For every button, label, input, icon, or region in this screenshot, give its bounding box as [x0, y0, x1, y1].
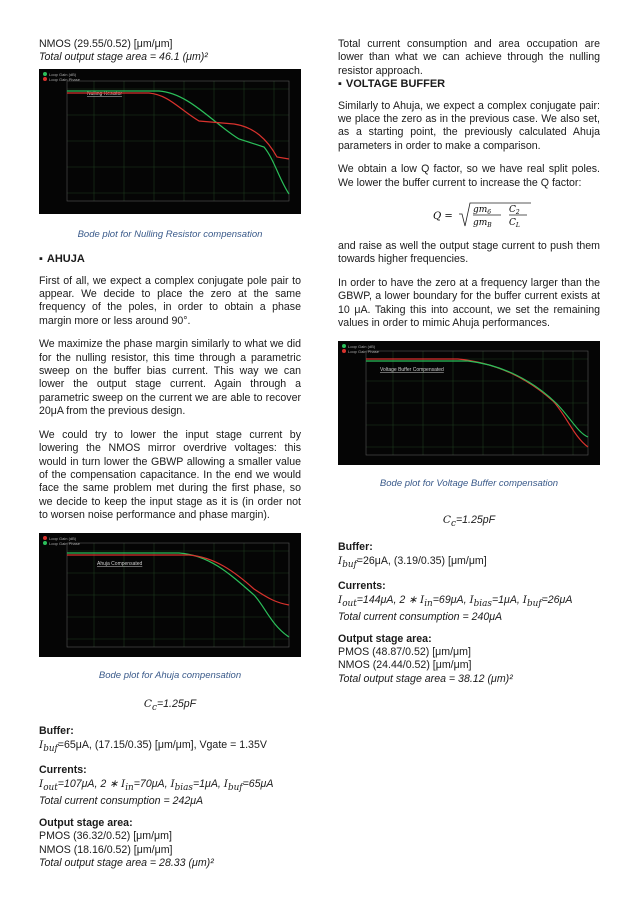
nmos-line: NMOS (24.44/0.52) [μm/μm] [338, 659, 472, 672]
legend-gain-label: Loop Gain (dB) [49, 71, 77, 77]
legend-phase-label: Loop Gain Phase [49, 540, 80, 546]
svg-text:Q =: Q = [433, 211, 453, 223]
legend-phase-dot [43, 541, 47, 545]
output-area-heading: Output stage area: [338, 632, 432, 645]
paragraph: Similarly to Ahuja, we expect a complex conjugate pair: we place the zero as in the previous case. We also set, as a starting point, the previously calculated Ahuja parameters in order to make a comparison. [338, 99, 600, 152]
plot-annotation: Voltage Buffer Compensated [380, 366, 444, 373]
bode-plot-nulling-svg [39, 69, 301, 214]
nmos-line: NMOS (18.16/0.52) [μm/μm] [39, 843, 173, 856]
output-area-line: Total output stage area = 46.1 (μm)² [39, 51, 208, 64]
plot-annotation: Ahuja Compensated [97, 560, 143, 567]
q-equation-svg [399, 200, 539, 230]
output-area-heading: Output stage area: [39, 816, 133, 829]
section-heading-voltage-buffer: ▪ VOLTAGE BUFFER [338, 78, 600, 91]
caption-ahuja: Bode plot for Ahuja compensation [98, 669, 242, 681]
paragraph: We could try to lower the input stage current by lowering the NMOS mirror overdrive voltages: this would in turn lower the GBWP allowing a smaller value of the compensation capacitance. In the end we would face the same problem met during the first phase, so we decide to keep the input stage as it is (in order not to worsen noise performance and phase margin). [39, 428, 301, 522]
currents-heading: Currents: [338, 580, 386, 593]
currents-line: $I_{out}=144\mu A$, 2 ∗ $I_{in}=69\mu A$, $I_{bias}=1\mu A$, $I_{buf}=26\mu A$ [338, 593, 573, 609]
nmos-line: NMOS (29.55/0.52) [μm/μm] [39, 38, 173, 50]
legend-phase-label: Loop Gain Phase [49, 76, 80, 82]
svg-text:gmB: $gm_B$ [473, 218, 492, 230]
paragraph: and raise as well the output stage current to push them towards higher frequencies. [338, 240, 600, 266]
legend-phase-label: Loop Gain Phase [348, 348, 379, 354]
paragraph: In order to have the zero at a frequency larger than the GBWP, a lower boundary for the buffer current exists at 10 μA. Taking this into account, we set the remaining values in order to mimic Ahuja performances. [338, 276, 600, 330]
q-factor-equation [338, 200, 600, 230]
pmos-line: PMOS (48.87/0.52) [μm/μm] [338, 646, 471, 659]
legend-gain-label: Loop Gain (dB) [49, 535, 77, 541]
plot-annotation: Nulling Resistor [87, 90, 123, 97]
output-area-total: Total output stage area = 28.33 (μm)² [39, 856, 214, 869]
buffer-heading: Buffer: [39, 725, 74, 738]
currents-line: $I_{out}=107\mu A$, 2 ∗ $I_{in}=70\mu A$, $I_{bias}=1\mu A$, $I_{buf}=65\mu A$ [39, 777, 274, 793]
legend-gain-label: Loop Gain (dB) [348, 343, 376, 349]
caption-voltage-buffer: Bode plot for Voltage Buffer compensation [379, 477, 559, 489]
bode-plot-voltage-buffer [338, 341, 600, 465]
svg-text:CL: $C_L$ [509, 218, 520, 230]
legend-phase-dot [342, 349, 346, 353]
legend-phase-dot [43, 77, 47, 81]
section-heading-ahuja: ▪ AHUJA [39, 253, 301, 266]
bode-plot-ahuja [39, 533, 301, 657]
svg-text:C2: $C_2$ [509, 205, 520, 217]
paragraph: First of all, we expect a complex conjugate pole pair to appear. We decide to place the zero at the same frequency of the poles, in order to obtain a phase margin more or less around 90°. [39, 274, 301, 327]
right-column [338, 38, 600, 686]
legend-gain-dot [43, 536, 47, 540]
cc-value: $C_c=1.25pF$ [442, 513, 496, 530]
bode-plot-ahuja-svg [39, 533, 301, 657]
bode-plot-nulling [39, 69, 301, 214]
cc-value: $C_c=1.25pF$ [143, 697, 197, 714]
output-area-total: Total output stage area = 38.12 (μm)² [338, 672, 513, 685]
currents-total: Total current consumption = 240μA [338, 611, 503, 624]
left-column [39, 38, 301, 870]
buffer-heading: Buffer: [338, 541, 373, 554]
legend-gain-dot [342, 344, 346, 348]
currents-heading: Currents: [39, 764, 87, 777]
legend-gain-dot [43, 72, 47, 76]
paragraph: We obtain a low Q factor, so we have real split poles. We lower the buffer current to increase the Q factor: [338, 163, 600, 189]
caption-nulling: Bode plot for Nulling Resistor compensation [77, 228, 263, 240]
pmos-line: PMOS (36.32/0.52) [μm/μm] [39, 830, 172, 843]
buffer-line: $I_{buf}=65\mu A$, (17.15/0.35) [μm/μm], Vgate = 1.35V [39, 738, 267, 754]
buffer-line: $I_{buf}=26\mu A$, (3.19/0.35) [μm/μm] [338, 554, 487, 570]
paragraph: We maximize the phase margin similarly to what we did for the nulling resistor, this time through a parametric sweep on the buffer bias current. This way we can lower the output stage current. Again through a parametric sweep on the current we are able to recover 20μA from the previous design. [39, 338, 301, 418]
phase-curve [67, 90, 289, 159]
bode-plot-voltage-buffer-svg [338, 341, 600, 465]
currents-total: Total current consumption = 242μA [39, 795, 204, 808]
paragraph: Total current consumption and area occupation are lower than what we can achieve through the nulling resistor approach. [338, 38, 600, 77]
svg-text:gm6: $gm_6$ [473, 205, 492, 217]
